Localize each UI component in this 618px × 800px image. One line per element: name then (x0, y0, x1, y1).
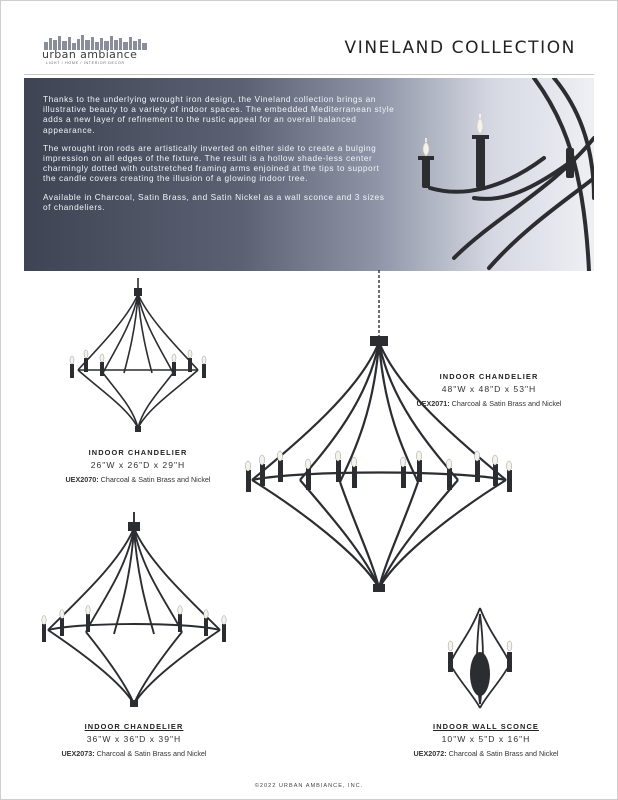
product-dimensions: 36"W x 36"D x 39"H (86, 734, 182, 744)
page-title: VINELAND COLLECTION (344, 38, 576, 58)
product-dimensions: 48"W x 48"D x 53"H (441, 384, 537, 394)
product-dimensions: 10"W x 5"D x 16"H (441, 734, 531, 744)
chandelier-closeup-image (394, 78, 594, 271)
banner-paragraph: Thanks to the underlying wrought iron design, the Vineland collection brings an illustrative beauty to a variety of indoor spaces. The embedded Mediterranean style adds a new layer of refinement to the rustic appeal for an overall balanced appearance. (43, 94, 395, 135)
product-sku-line (386, 749, 586, 758)
header-divider (24, 74, 594, 75)
chandelier-36-image (36, 512, 232, 712)
product-sku-line (28, 475, 248, 484)
product-finishes: Charcoal & Satin Brass and Nickel (446, 749, 559, 758)
product-sku-line (384, 399, 594, 408)
product-title: INDOOR CHANDELIER (84, 722, 184, 731)
logo-wordmark: urban ambiance (42, 48, 138, 61)
chandelier-48-image (240, 270, 518, 600)
product-uex2073 (24, 722, 244, 758)
product-title: INDOOR CHANDELIER (439, 372, 539, 381)
product-sku: UEX2073: (61, 749, 95, 758)
product-sku-line (24, 749, 244, 758)
product-finishes: Charcoal & Satin Brass and Nickel (98, 475, 211, 484)
banner-paragraph: Available in Charcoal, Satin Brass, and Satin Nickel as a wall sconce and 3 sizes of chandeliers. (43, 191, 385, 212)
product-finishes: Charcoal & Satin Brass and Nickel (449, 399, 562, 408)
product-sku: UEX2071: (416, 399, 450, 408)
product-finishes: Charcoal & Satin Brass and Nickel (94, 749, 207, 758)
intro-banner (24, 78, 594, 271)
product-title: INDOOR CHANDELIER (88, 448, 188, 457)
product-uex2072 (386, 722, 586, 758)
banner-description (43, 94, 395, 220)
product-title: INDOOR WALL SCONCE (433, 722, 539, 731)
chandelier-26-image (58, 278, 218, 438)
brand-logo (40, 34, 152, 68)
product-sku: UEX2072: (413, 749, 447, 758)
logo-tagline: LIGHT / HOME / INTERIOR DECOR (46, 61, 125, 65)
wall-sconce-image (440, 604, 520, 712)
banner-paragraph: The wrought iron rods are artistically inverted on either side to create a bulging impression on all edges of the fixture. The result is a hollow shade-less center charmingly dotted with outstretched framing arms enjoined at the tips to support the candle covers creating the illusion of a glowing indoor tree. (43, 142, 380, 184)
product-dimensions: 26"W x 26"D x 29"H (90, 460, 186, 470)
copyright-footer: ©2022 URBAN AMBIANCE, INC. (254, 783, 364, 789)
product-uex2071 (384, 372, 594, 408)
product-uex2070 (28, 448, 248, 484)
product-sku: UEX2070: (65, 475, 99, 484)
